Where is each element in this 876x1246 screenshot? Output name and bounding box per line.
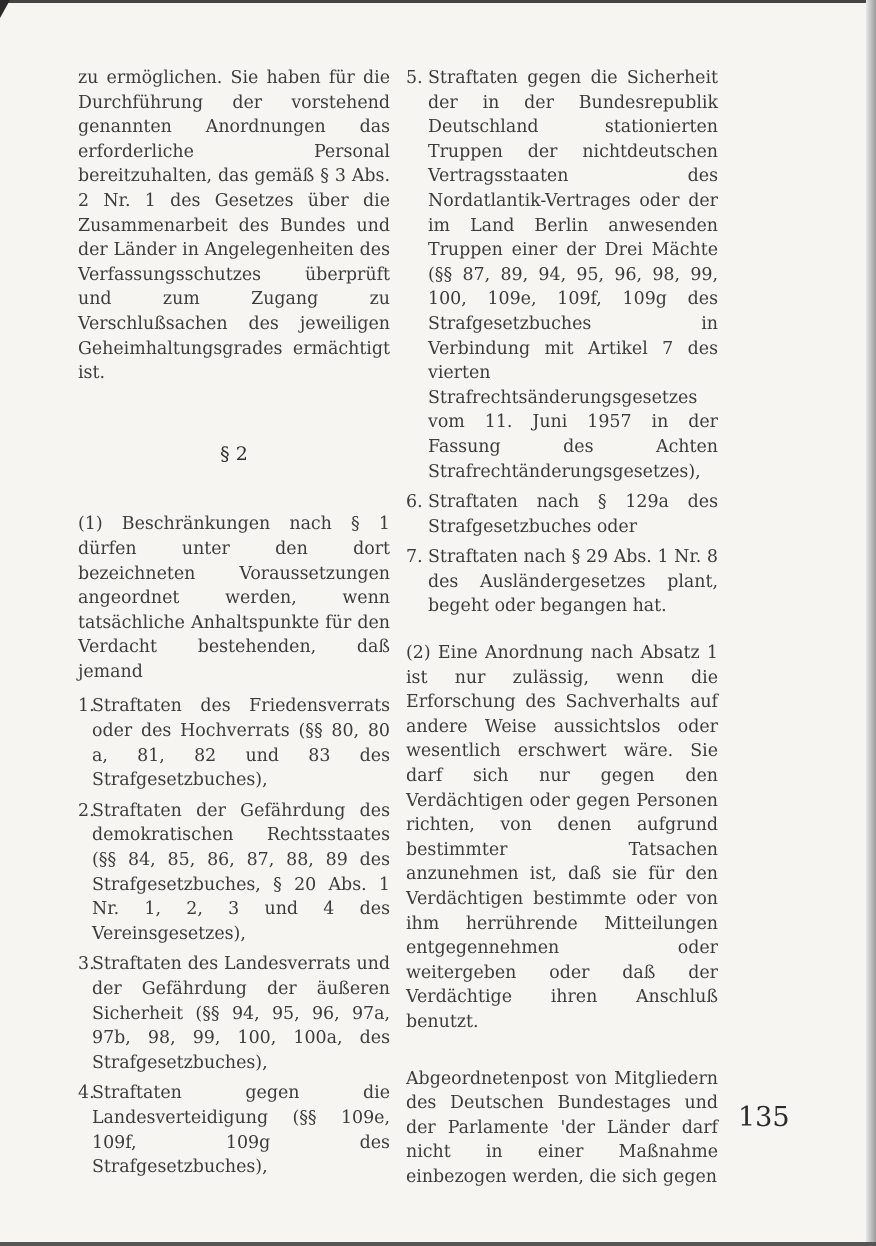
left-column: [78, 66, 390, 1186]
list-item: [78, 694, 390, 792]
section-heading: § 2: [220, 442, 248, 465]
list-item: [406, 66, 718, 484]
list-item: [406, 545, 718, 619]
item-text: Straftaten der Gefährdung des demokratischen Rechtsstaates (§§ 84, 85, 86, 87, 88, 89 des Strafgesetzbuches, § 20 Abs. 1 Nr. 1, 2, 3 und 4 des Vereinsgesetzes),: [92, 800, 390, 944]
list-item: [406, 490, 718, 539]
offense-list-right: [406, 66, 718, 619]
item-text: Straftaten nach § 29 Abs. 1 Nr. 8 des Ausländergesetzes plant, begeht oder begangen hat.: [428, 547, 718, 617]
list-item: [78, 952, 390, 1075]
scan-edge-right: [866, 0, 876, 1246]
item-text: Straftaten nach § 129a des Strafgesetzbuches oder: [428, 492, 718, 537]
paragraph-3: Abgeordnetenpost von Mitgliedern des Deutschen Bundestages und der Parlamente 'der Länder darf nicht in einer Maßnahme einbezogen werden, die sich gegen: [406, 1068, 718, 1187]
intro-paragraph: zu ermöglichen. Sie haben für die Durchführung der vorstehend genannten Anordnungen das erforderliche Personal bereitzuhalten, das gemäß § 3 Abs. 2 Nr. 1 des Gesetzes über die Zusammenarbeit des Bundes und der Länder in Angelegenheiten des Verfassungsschutzes überprüft und zum Zugang zu Verschlußsachen des jeweiligen Geheimhaltungsgrades ermächtigt ist.: [78, 68, 390, 384]
scan-corner: [0, 0, 10, 18]
offense-list-left: [78, 694, 390, 1179]
list-item: [78, 799, 390, 947]
item-text: Straftaten des Friedensverrats oder des Hochverrats (§§ 80, 80 a, 81, 82 und 83 des Strafgesetzbuches),: [92, 696, 390, 791]
page-number: 135: [738, 1102, 790, 1133]
list-item: [78, 1081, 390, 1179]
right-column: [406, 66, 718, 1190]
paragraph-1: (1) Beschränkungen nach § 1 dürfen unter den dort bezeichneten Voraussetzungen angeordnet werden, wenn tatsächliche Anhaltspunkte für den Verdacht bestehenden, daß jemand: [78, 514, 390, 682]
item-text: Straftaten gegen die Sicherheit der in der Bundesrepublik Deutschland stationierten Truppen der nichtdeutschen Vertragsstaaten des Nordatlantik-Vertrages oder der im Land Berlin anwesenden Truppen einer der Drei Mächte (§§ 87, 89, 94, 95, 96, 98, 99, 100, 109e, 109f, 109g des Strafgesetzbuches in Verbindung mit Artikel 7 des vierten Strafrechtsänderungsgesetzes vom 11. Juni 1957 in der Fassung des Achten Strafrechtänderungsgesetzes),: [428, 68, 718, 482]
scan-edge-bottom: [0, 1242, 876, 1246]
item-number: 1.: [78, 696, 95, 717]
item-number: 5.: [406, 68, 423, 88]
item-text: Straftaten des Landesverrats und der Gefährdung der äußeren Sicherheit (§§ 94, 95, 96, 97a, 97b, 98, 99, 100, 100a, des Strafgesetzbuches),: [92, 954, 390, 1073]
item-number: 7.: [406, 547, 423, 568]
item-number: 3.: [78, 954, 95, 975]
item-number: 2.: [78, 800, 95, 821]
scan-edge-top: [0, 0, 876, 3]
item-text: Straftaten gegen die Landesverteidigung (§§ 109e, 109f, 109g des Strafgesetzbuches),: [92, 1083, 390, 1178]
item-number: 4.: [78, 1083, 95, 1104]
item-number: 6.: [406, 492, 423, 513]
paragraph-2: (2) Eine Anordnung nach Absatz 1 ist nur zulässig, wenn die Erforschung des Sachverhalts auf andere Weise aussichtslos oder wesentlich erschwert wäre. Sie darf sich nur gegen den Verdächtigen oder gegen Personen richten, von denen aufgrund bestimmter Tatsachen anzunehmen ist, daß sie für den Verdächtigen bestimmte oder von ihm herrührende Mitteilungen entgegennehmen oder weitergeben oder daß der Verdächtige ihren Anschluß benutzt.: [406, 643, 718, 1032]
